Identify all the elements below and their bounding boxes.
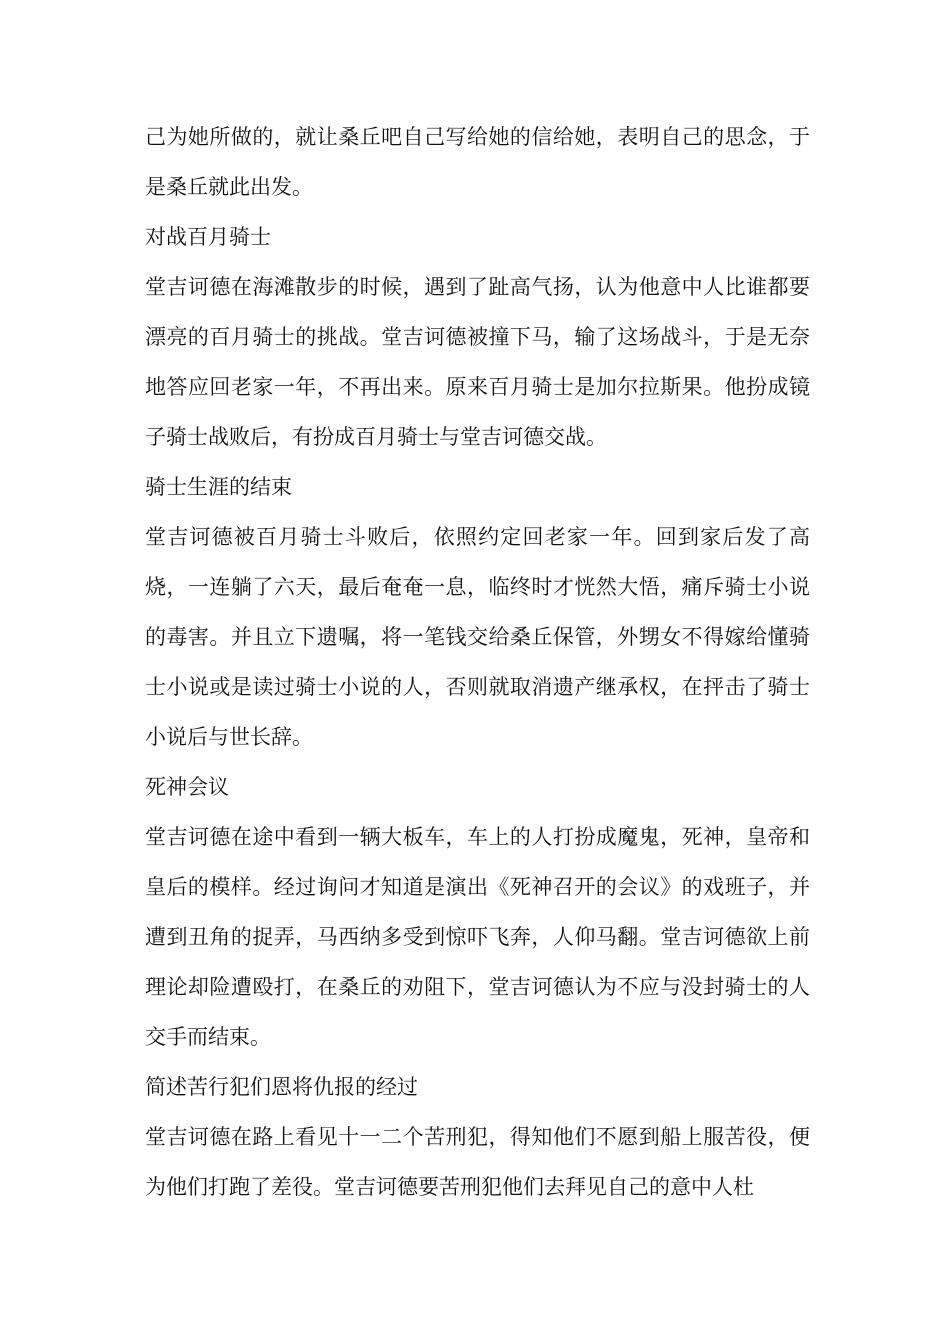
section-heading-hundred-moon-knight: 对战百月骑士 [145,225,271,249]
section-heading-end-of-knighthood: 骑士生涯的结束 [145,475,292,499]
paragraph-death-council: 堂吉诃德在途中看到一辆大板车，车上的人打扮成魔鬼，死神，皇帝和皇后的模样。经过询问才知道是演出《死神召开的会议》的戏班子，并遭到丑角的捉弄，马西纳多受到惊吓飞奔，人仰马翻。堂吉诃德欲上前理论却险遭殴打，在桑丘的劝阻下，堂吉诃德认为不应与没封骑士的人交手而结束。 [145,825,810,1049]
paragraph-continuation: 己为她所做的，就让桑丘吧自己写给她的信给她，表明自己的思念，于是桑丘就此出发。 [145,125,810,199]
section-heading-galley-slaves: 简述苦行犯们恩将仇报的经过 [145,1075,418,1099]
paragraph-galley-slaves: 堂吉诃德在路上看见十一二个苦刑犯，得知他们不愿到船上服苦役，便为他们打跑了差役。堂吉诃德要苦刑犯他们去拜见自己的意中人杜 [145,1125,810,1199]
document-body [145,112,810,1212]
paragraph-hundred-moon-knight: 堂吉诃德在海滩散步的时候，遇到了趾高气扬，认为他意中人比谁都要漂亮的百月骑士的挑战。堂吉诃德被撞下马，输了这场战斗，于是无奈地答应回老家一年，不再出来。原来百月骑士是加尔拉斯果。他扮成镜子骑士战败后，有扮成百月骑士与堂吉诃德交战。 [145,275,810,449]
section-heading-death-council: 死神会议 [145,775,229,799]
paragraph-end-of-knighthood: 堂吉诃德被百月骑士斗败后，依照约定回老家一年。回到家后发了高烧，一连躺了六天，最后奄奄一息，临终时才恍然大悟，痛斥骑士小说的毒害。并且立下遗嘱，将一笔钱交给桑丘保管，外甥女不得嫁给懂骑士小说或是读过骑士小说的人，否则就取消遗产继承权，在抨击了骑士小说后与世长辞。 [145,525,810,749]
